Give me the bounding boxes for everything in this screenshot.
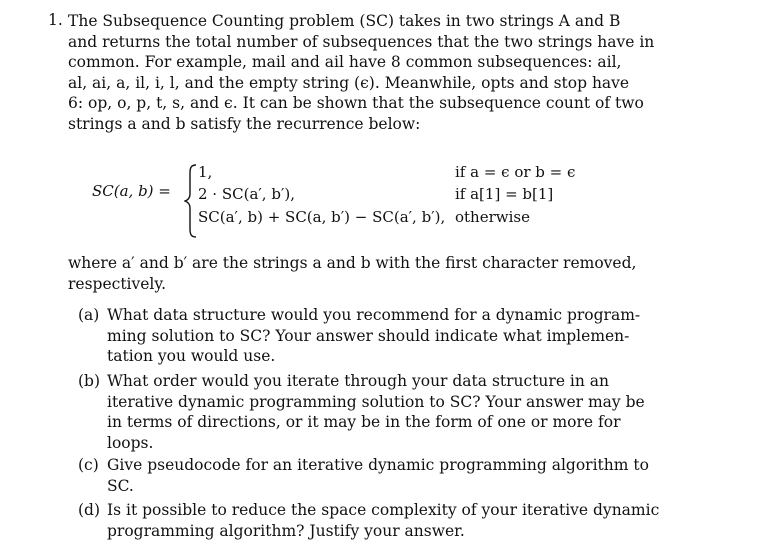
question-label: (a)	[78, 306, 100, 324]
question-label: (b)	[78, 372, 101, 390]
intro-line: The Subsequence Counting problem (SC) takes in two strings A and B	[68, 12, 621, 30]
case-value-2: 2 · SC(a′, b′),	[198, 185, 295, 203]
case-value-1: 1,	[198, 163, 213, 181]
intro-line: common. For example, mail and ail have 8 common subsequences: ail,	[68, 53, 622, 71]
question-label: (d)	[78, 501, 101, 519]
question-label: (c)	[78, 456, 99, 474]
question-line: in terms of directions, or it may be in the form of one or more for	[107, 413, 621, 431]
intro-line: strings a and b satisfy the recurrence below:	[68, 114, 421, 133]
question-line: ming solution to SC? Your answer should indicate what implemen-	[107, 326, 630, 345]
question-line: SC.	[107, 476, 134, 495]
where-line: where a′ and b′ are the strings a and b with the first character removed,	[68, 254, 637, 272]
recurrence-equation	[92, 163, 612, 239]
question-line: Is it possible to reduce the space complexity of your iterative dynamic	[107, 501, 660, 519]
recurrence-lhs: SC(a, b) =	[92, 182, 171, 200]
question-line: tation you would use.	[107, 347, 276, 365]
question-line: programming algorithm? Justify your answer.	[107, 521, 465, 540]
case-value-3: SC(a′, b) + SC(a, b′) − SC(a′, b′),	[198, 208, 446, 226]
question-line: What data structure would you recommend for a dynamic program-	[107, 306, 641, 324]
left-brace-icon	[184, 163, 198, 239]
question-line: loops.	[107, 433, 154, 452]
problem-number: 1.	[48, 11, 63, 29]
case-condition-3: otherwise	[455, 208, 530, 226]
intro-line: al, ai, a, il, i, l, and the empty string (ϵ). Meanwhile, opts and stop have	[68, 73, 630, 92]
question-line: iterative dynamic programming solution to SC? Your answer may be	[107, 392, 645, 411]
intro-line: 6: op, o, p, t, s, and ϵ. It can be shown that the subsequence count of two	[68, 94, 644, 112]
case-condition-1: if a = ϵ or b = ϵ	[455, 163, 576, 181]
problem-intro	[68, 11, 668, 134]
question-line: Give pseudocode for an iterative dynamic programming algorithm to	[107, 456, 649, 474]
case-condition-2: if a[1] = b[1]	[455, 185, 554, 203]
where-line: respectively.	[68, 274, 167, 293]
intro-line: and returns the total number of subsequences that the two strings have in	[68, 32, 655, 51]
where-clause	[68, 253, 668, 294]
question-line: What order would you iterate through your data structure in an	[107, 372, 610, 390]
